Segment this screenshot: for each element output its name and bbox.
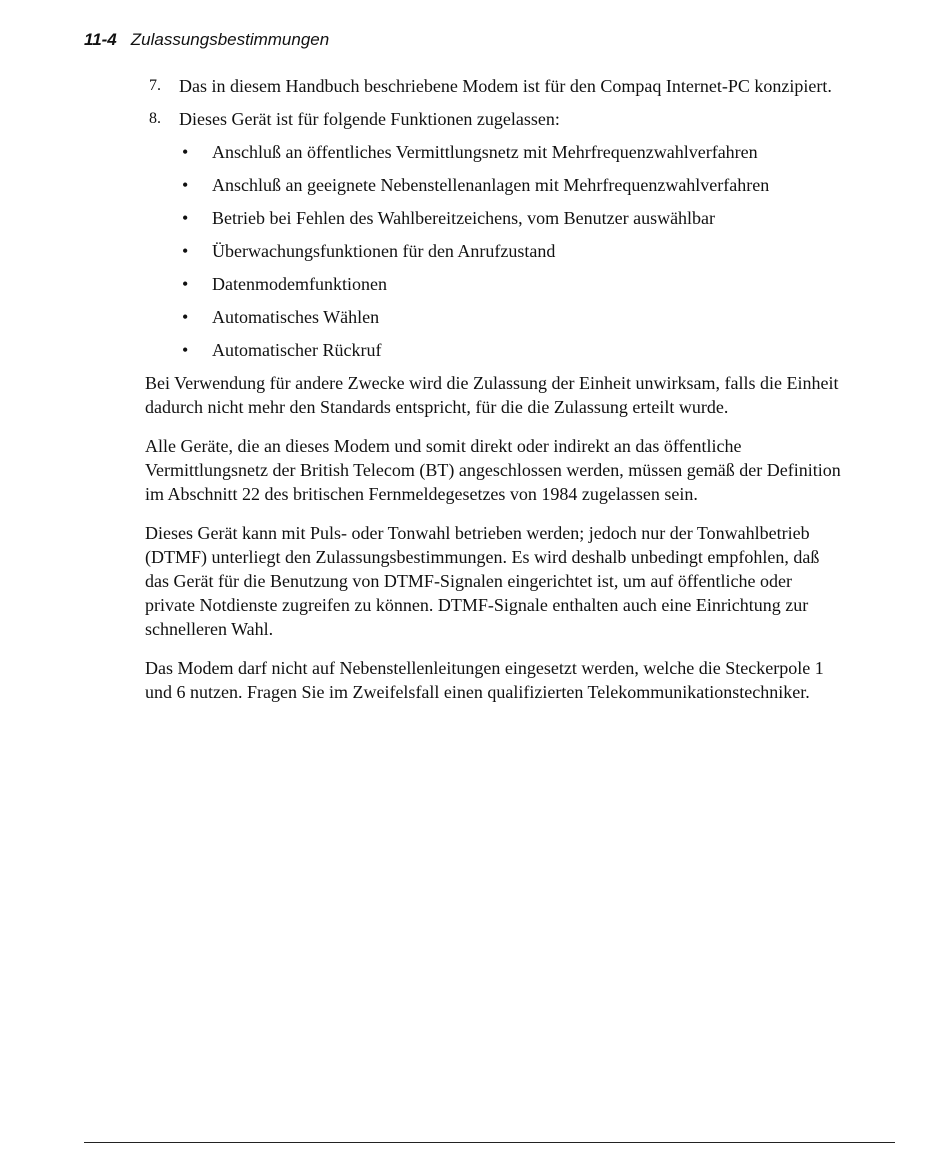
list-item-8: [145, 107, 845, 362]
bullet-item: [179, 272, 845, 296]
bullet-icon: •: [182, 241, 189, 261]
bullet-item: [179, 140, 845, 164]
item-text: Dieses Gerät ist für folgende Funktionen zugelassen:: [179, 109, 560, 129]
item-number: 7.: [149, 77, 161, 94]
bullet-item: [179, 173, 845, 197]
bullet-text: Betrieb bei Fehlen des Wahlbereitzeichens, vom Benutzer auswählbar: [212, 208, 716, 228]
bullet-item: [179, 206, 845, 230]
function-bullet-list: [179, 140, 845, 362]
bullet-icon: •: [182, 274, 189, 294]
item-text: Das in diesem Handbuch beschriebene Modem ist für den Compaq Internet-PC konzipiert.: [179, 76, 832, 96]
bullet-icon: •: [182, 307, 189, 327]
bullet-item: [179, 338, 845, 362]
bullet-text: Überwachungsfunktionen für den Anrufzustand: [212, 241, 556, 261]
bullet-text: Automatischer Rückruf: [212, 340, 382, 360]
bullet-text: Datenmodemfunktionen: [212, 274, 387, 294]
bullet-icon: •: [182, 142, 189, 162]
footer-divider: [84, 1142, 895, 1143]
bullet-item: [179, 305, 845, 329]
list-item-7: [145, 74, 845, 98]
bullet-icon: •: [182, 208, 189, 228]
paragraph-dtmf: Dieses Gerät kann mit Puls- oder Tonwahl betrieben werden; jedoch nur der Tonwahlbetrieb (DTMF) unterliegt den Zulassungsbestimmungen. Es wird deshalb unbedingt empfohlen, daß das Gerät für die Benutzung von DTMF-Signalen eingerichtet ist, um auf öffentliche oder private Notdienste zugreifen zu können. DTMF-Signale enthalten auch eine Einrichtung zur schnelleren Wahl.: [145, 523, 820, 639]
bullet-icon: •: [182, 340, 189, 360]
bullet-icon: •: [182, 175, 189, 195]
page-body: [145, 74, 845, 719]
bullet-text: Anschluß an öffentliches Vermittlungsnetz mit Mehrfrequenzwahlverfahren: [212, 142, 758, 162]
paragraph-bt-approval: Alle Geräte, die an dieses Modem und somit direkt oder indirekt an das öffentliche Vermittlungsnetz der British Telecom (BT) angeschlossen werden, müssen gemäß der Definition im Abschnitt 22 des britischen Fernmeldegesetzes von 1984 zugelassen sein.: [145, 436, 841, 504]
numbered-list: [145, 74, 845, 362]
item-number: 8.: [149, 110, 161, 127]
bullet-item: [179, 239, 845, 263]
paragraph-usage-scope: Bei Verwendung für andere Zwecke wird die Zulassung der Einheit unwirksam, falls die Einheit dadurch nicht mehr den Standards entspricht, für die die Zulassung erteilt wurde.: [145, 373, 839, 417]
chapter-title: Zulassungsbestimmungen: [130, 30, 330, 49]
running-header: [84, 30, 329, 50]
page-number: 11-4: [84, 30, 117, 49]
paragraph-extension-lines: Das Modem darf nicht auf Nebenstellenleitungen eingesetzt werden, welche die Steckerpole 1 und 6 nutzen. Fragen Sie im Zweifelsfall einen qualifizierten Telekommunikationstechniker.: [145, 658, 824, 702]
bullet-text: Automatisches Wählen: [212, 307, 380, 327]
bullet-text: Anschluß an geeignete Nebenstellenanlagen mit Mehrfrequenzwahlverfahren: [212, 175, 770, 195]
